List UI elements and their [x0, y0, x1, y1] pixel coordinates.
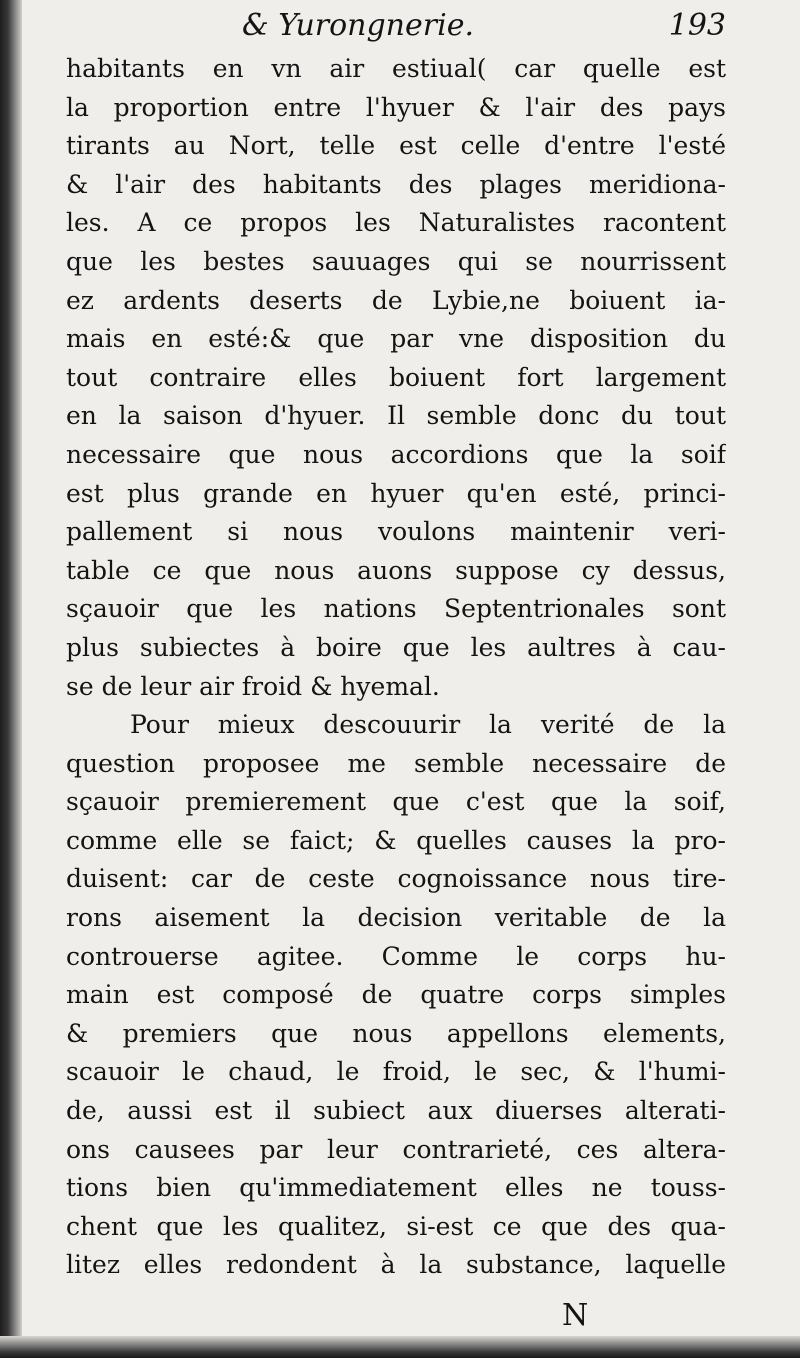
text-line: table ce que nous auons suppose cy dessus, — [66, 555, 726, 585]
text-line: necessaire que nous accordions que la soif — [66, 439, 726, 469]
text-line: & premiers que nous appellons elements, — [66, 1018, 726, 1048]
paragraph-start-line: Pour mieux descouurir la verité de la — [130, 710, 726, 740]
text-line: en la saison d'hyuer. Il semble donc du tout — [66, 401, 726, 431]
text-line: la proportion entre l'hyuer & l'air des pays — [66, 92, 726, 122]
text-line: tirants au Nort, telle est celle d'entre l'esté — [66, 131, 726, 161]
text-line: main est composé de quatre corps simples — [66, 980, 726, 1010]
text-line: pallement si nous voulons maintenir veri- — [66, 517, 726, 547]
text-line: ez ardents deserts de Lybie,ne boiuent ia- — [66, 285, 726, 315]
text-line: tions bien qu'immediatement elles ne touss- — [66, 1173, 726, 1203]
page-bottom-shadow — [0, 1336, 800, 1358]
text-line: question proposee me semble necessaire de — [66, 748, 726, 778]
text-line: tout contraire elles boiuent fort largement — [66, 362, 726, 392]
text-line: les. A ce propos les Naturalistes racontent — [66, 208, 726, 238]
text-line: comme elle se faict; & quelles causes la pro- — [66, 825, 726, 855]
signature-mark: N — [562, 1298, 589, 1333]
running-title: & Yurongnerie. — [242, 8, 474, 43]
text-line: duisent: car de ceste cognoissance nous tire- — [66, 864, 726, 894]
text-line: que les bestes sauuages qui se nourrissent — [66, 246, 726, 276]
text-line: mais en esté:& que par vne disposition du — [66, 324, 726, 354]
text-line: sçauoir premierement que c'est que la soif, — [66, 787, 726, 817]
page-number: 193 — [668, 8, 726, 43]
text-line: controuerse agitee. Comme le corps hu- — [66, 941, 726, 971]
body-text — [66, 50, 726, 1285]
text-line: scauoir le chaud, le froid, le sec, & l'humi- — [66, 1057, 726, 1087]
text-line: de, aussi est il subiect aux diuerses alterati- — [66, 1096, 726, 1126]
text-line: plus subiectes à boire que les aultres à cau- — [66, 632, 726, 662]
text-line: sçauoir que les nations Septentrionales sont — [66, 594, 726, 624]
text-line: litez elles redondent à la substance, laquelle — [66, 1250, 726, 1280]
text-line: ons causees par leur contrarieté, ces altera- — [66, 1134, 726, 1164]
text-line: rons aisement la decision veritable de la — [66, 903, 726, 933]
page-binding-shadow — [0, 0, 22, 1358]
page-header — [66, 6, 726, 52]
text-line: est plus grande en hyuer qu'en esté, princi- — [66, 478, 726, 508]
text-line: chent que les qualitez, si-est ce que des qua- — [66, 1211, 726, 1241]
paragraph-end-line: se de leur air froid & hyemal. — [66, 671, 440, 701]
text-line: & l'air des habitants des plages meridiona- — [66, 169, 726, 199]
text-line: habitants en vn air estiual( car quelle est — [66, 54, 726, 83]
